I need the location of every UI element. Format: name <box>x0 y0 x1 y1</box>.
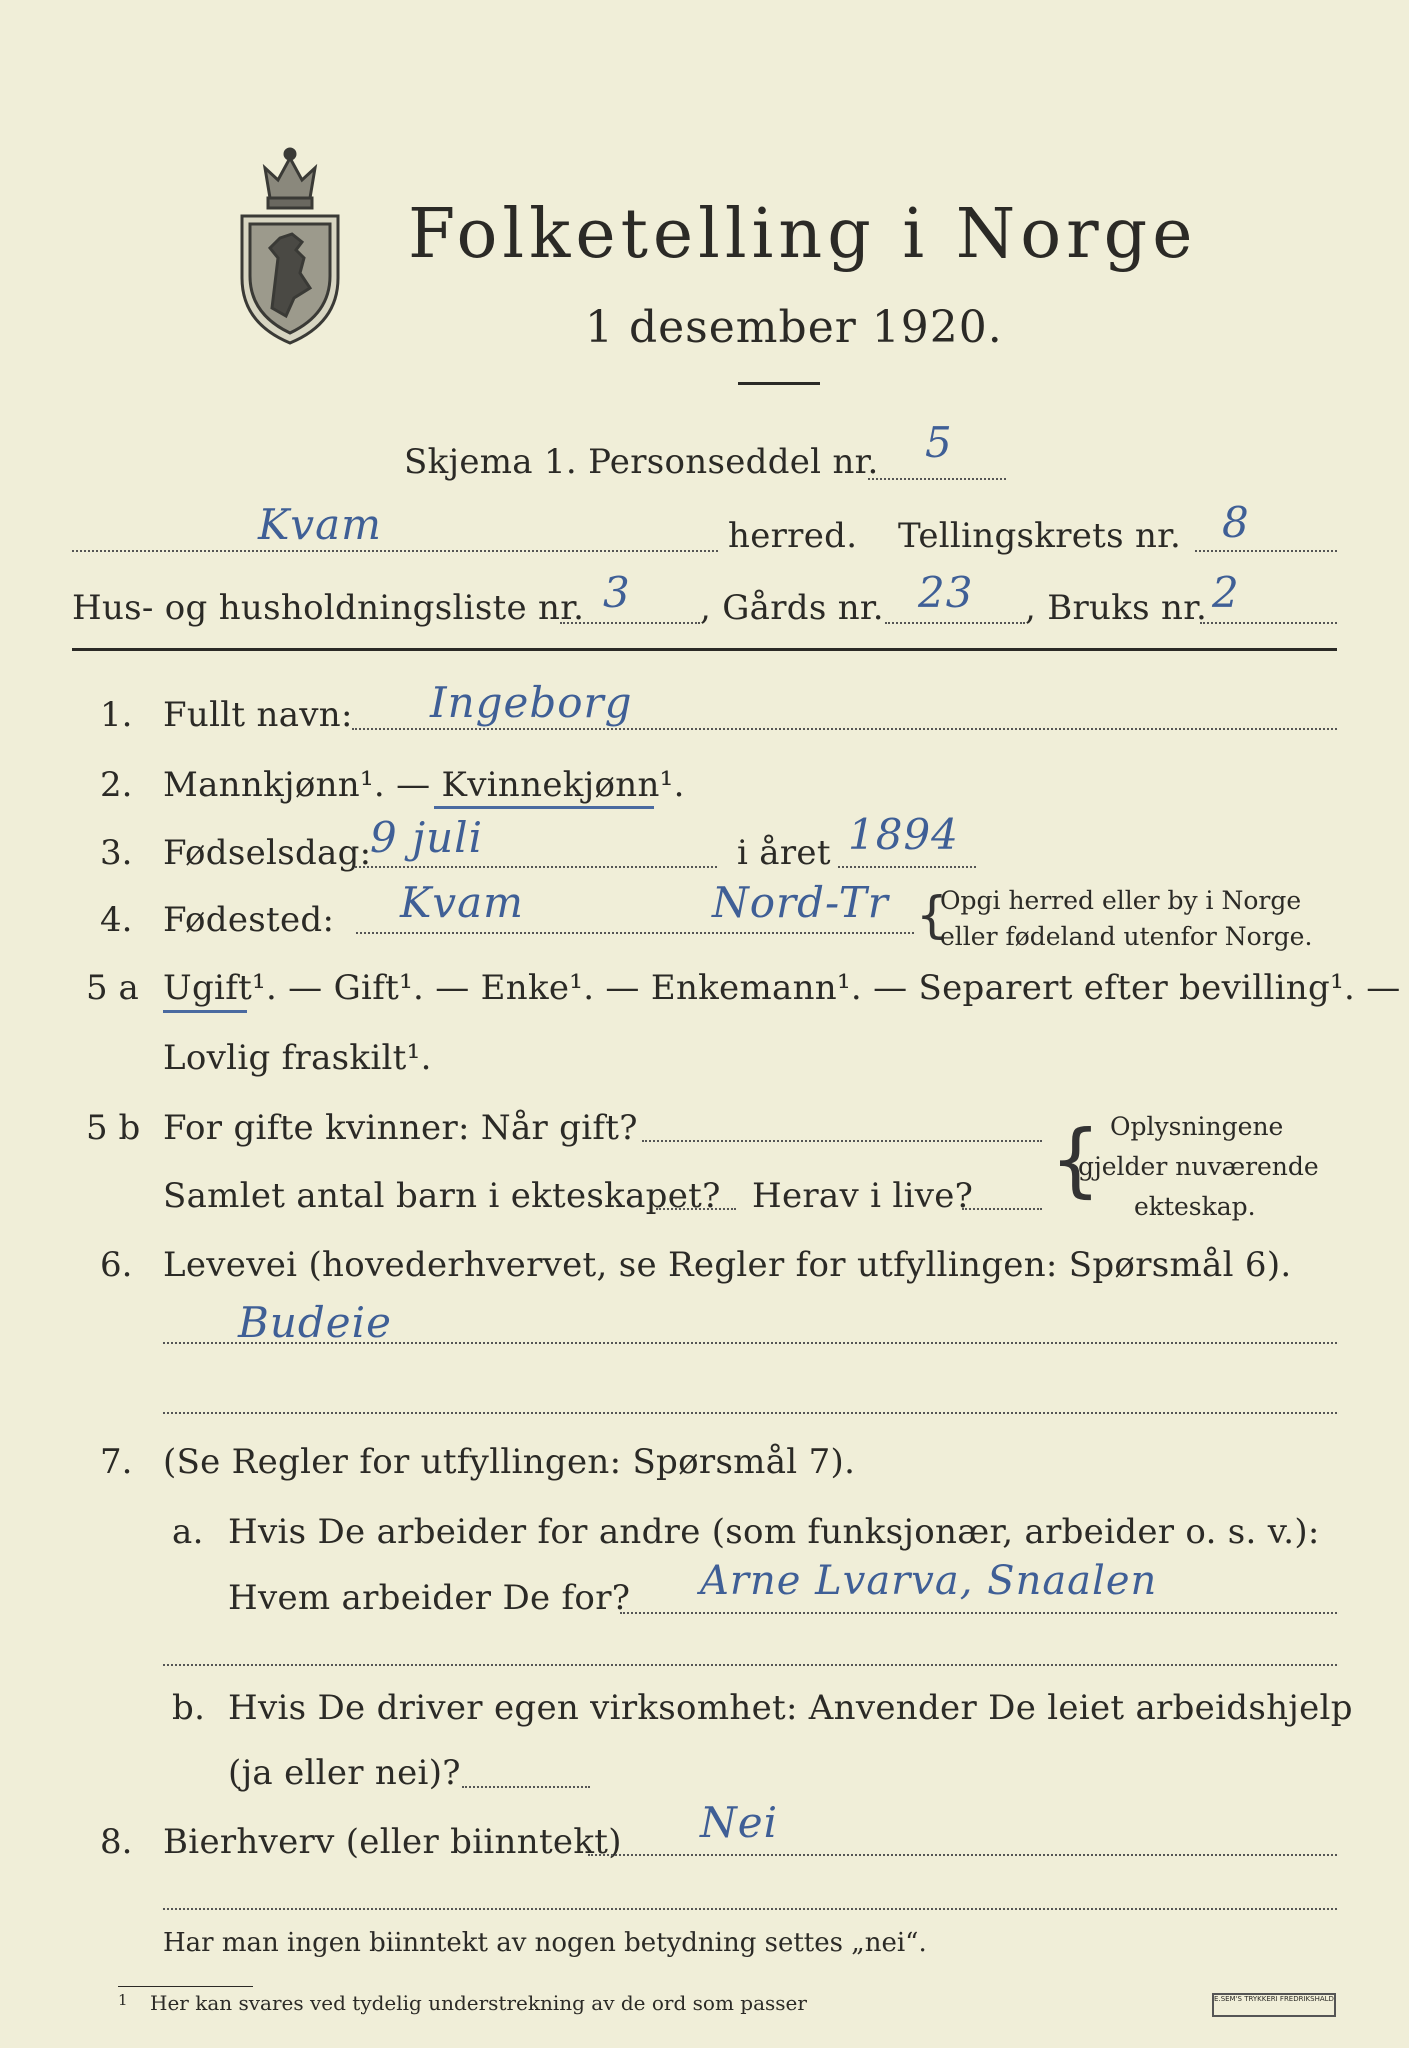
q4-note-line1: Opgi herred eller by i Norge <box>940 886 1302 915</box>
q5b-line1: For gifte kvinner: Når gift? <box>163 1108 638 1148</box>
q5a-ugift-underline <box>163 1010 247 1013</box>
q5b-children-label: Samlet antal barn i ekteskapet? <box>163 1176 721 1216</box>
q5b-marriage-dotline <box>642 1140 1042 1142</box>
personseddel-number[interactable]: 5 <box>925 418 953 467</box>
q7a-dotline-2 <box>163 1664 1337 1666</box>
form-subtitle: 1 desember 1920. <box>585 302 1003 353</box>
bruks-label: , Bruks nr. <box>1025 588 1208 628</box>
printer-stamp: E.SEM'S TRYKKERI FREDRIKSHALD <box>1212 1993 1336 2017</box>
q5b-alive-label: Herav i live? <box>752 1176 974 1216</box>
form-title: Folketelling i Norge <box>408 195 1198 274</box>
q7-label: (Se Regler for utfyllingen: Spørsmål 7). <box>163 1442 856 1482</box>
q7b-dotline <box>462 1786 590 1788</box>
q4-number: 4. <box>100 900 133 940</box>
q5b-note-brace: { <box>1050 1113 1101 1206</box>
q4-note-brace: { <box>916 886 948 944</box>
bruks-number[interactable]: 2 <box>1212 568 1240 617</box>
q7b-line1: Hvis De driver egen virksomhet: Anvender De leiet arbeidshjelp <box>228 1688 1353 1728</box>
q7b-line2: (ja eller nei)? <box>228 1753 461 1793</box>
q8-number: 8. <box>100 1822 133 1862</box>
q3-number: 3. <box>100 833 133 873</box>
q3-label: Fødselsdag: <box>163 833 372 873</box>
q3-year-dotline <box>838 866 976 868</box>
q8-answer-side-income[interactable]: Nei <box>700 1798 779 1847</box>
q4-answer-region[interactable]: Nord-Tr <box>712 878 889 927</box>
q7a-letter: a. <box>172 1512 204 1552</box>
q5a-number: 5 a <box>86 968 139 1008</box>
q3-answer-birthday[interactable]: 9 juli <box>370 813 484 862</box>
q7b-letter: b. <box>172 1688 206 1728</box>
tellingskrets-label: Tellingskrets nr. <box>898 516 1182 556</box>
bruks-dotline <box>1200 622 1337 624</box>
footnote-number: 1 <box>118 1991 128 2009</box>
q5a-options-line2: Lovlig fraskilt¹. <box>163 1038 432 1078</box>
q5b-number: 5 b <box>86 1108 141 1148</box>
tellingskrets-number[interactable]: 8 <box>1222 498 1250 547</box>
q3-dotline <box>355 866 717 868</box>
footer-note: Har man ingen biinntekt av nogen betydning settes „nei“. <box>163 1928 927 1958</box>
q4-dotline <box>356 932 914 934</box>
q6-number: 6. <box>100 1245 133 1285</box>
q5a-options: Ugift¹. — Gift¹. — Enke¹. — Enkemann¹. — Separert efter bevilling¹. — <box>163 968 1401 1008</box>
q5b-note-line2: gjelder nuværende <box>1078 1152 1319 1181</box>
herred-dotline <box>72 550 718 552</box>
husliste-dotline <box>560 622 700 624</box>
q5b-children-dotline <box>656 1208 736 1210</box>
q5b-note-line3: ekteskap. <box>1134 1192 1256 1221</box>
q1-label: Fullt navn: <box>163 695 353 735</box>
q7a-dotline <box>620 1612 1337 1614</box>
q8-label: Bierhverv (eller biinntekt) <box>163 1822 622 1862</box>
q4-label: Fødested: <box>163 900 335 940</box>
q4-note-line2: eller fødeland utenfor Norge. <box>940 922 1313 951</box>
q8-dotline-2 <box>163 1908 1337 1910</box>
q7a-answer-employer[interactable]: Arne Lvarva, Snaalen <box>700 1558 1158 1604</box>
q2-label: Mannkjønn¹. — Kvinnekjønn¹. <box>163 765 685 805</box>
q1-answer-full-name[interactable]: Ingeborg <box>430 678 633 727</box>
q6-dotline-1 <box>163 1342 1337 1344</box>
gards-label: , Gårds nr. <box>700 588 884 628</box>
tellingskrets-dotline <box>1195 550 1337 552</box>
q4-answer-place[interactable]: Kvam <box>400 878 524 927</box>
q7-number: 7. <box>100 1442 133 1482</box>
husliste-number[interactable]: 3 <box>603 568 631 617</box>
norwegian-coat-of-arms <box>230 138 350 348</box>
schema-label: Skjema 1. Personseddel nr. <box>404 442 879 482</box>
q7a-line2: Hvem arbeider De for? <box>228 1578 631 1618</box>
q5b-alive-dotline <box>962 1208 1042 1210</box>
q8-dotline <box>588 1854 1337 1856</box>
gards-number[interactable]: 23 <box>918 568 974 617</box>
q2-number: 2. <box>100 765 133 805</box>
q3-year-label: i året <box>737 833 831 873</box>
q6-dotline-2 <box>163 1412 1337 1414</box>
q1-number: 1. <box>100 695 133 735</box>
q6-answer-occupation[interactable]: Budeie <box>238 1298 392 1347</box>
herred-value[interactable]: Kvam <box>258 500 382 549</box>
footnote-divider <box>118 1986 253 1987</box>
personseddel-dotline <box>868 478 1006 480</box>
q6-label: Levevei (hovederhvervet, se Regler for utfyllingen: Spørsmål 6). <box>163 1245 1292 1285</box>
gards-dotline <box>885 622 1025 624</box>
q2-kvinnekjonn-underline <box>434 806 654 809</box>
q1-dotline <box>352 728 1337 730</box>
q7a-line1: Hvis De arbeider for andre (som funksjonær, arbeider o. s. v.): <box>228 1512 1320 1552</box>
q3-answer-year[interactable]: 1894 <box>848 810 959 859</box>
q5b-note-line1: Oplysningene <box>1110 1112 1284 1141</box>
footnote-text: Her kan svares ved tydelig understrekning av de ord som passer <box>150 1991 807 2015</box>
header-separator <box>72 648 1337 651</box>
husliste-label: Hus- og husholdningsliste nr. <box>72 588 585 628</box>
herred-label: herred. <box>728 516 858 556</box>
title-divider <box>738 382 820 385</box>
